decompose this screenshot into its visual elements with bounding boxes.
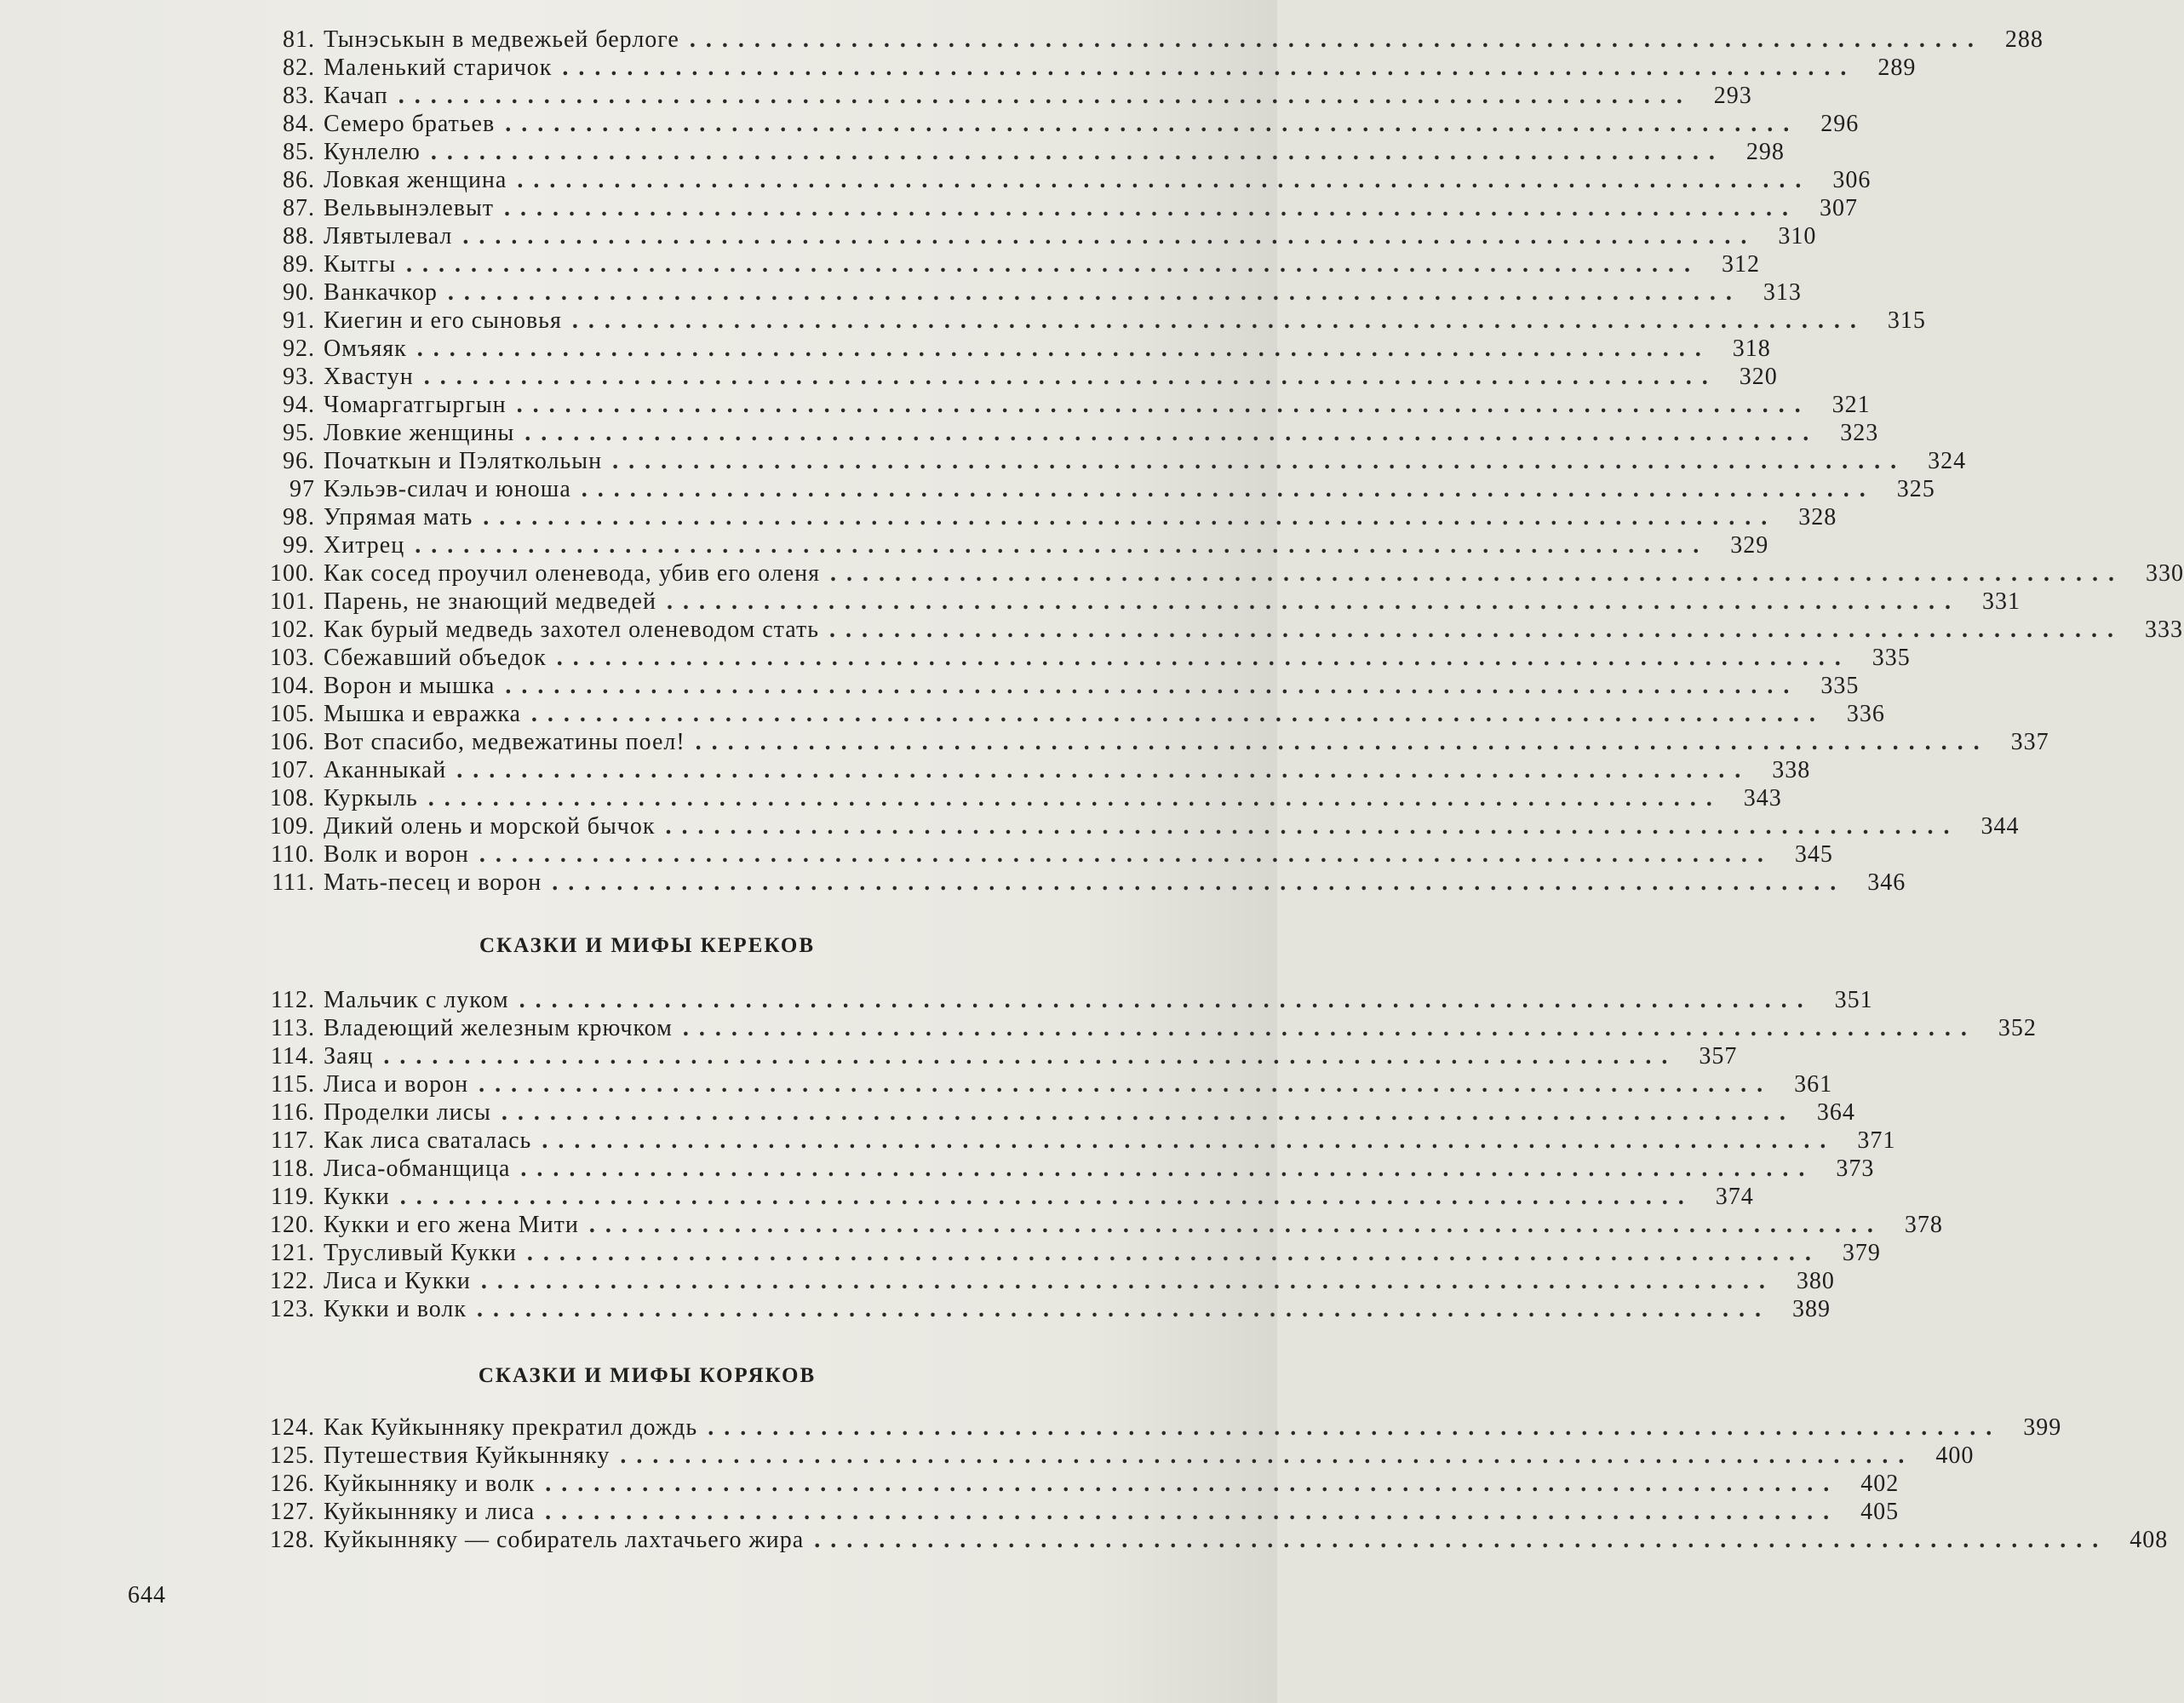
toc-entry xyxy=(238,1267,1835,1295)
dot-leader: ................................................................................ xyxy=(447,279,1742,306)
entry-page-number: 400 xyxy=(1935,1442,1975,1469)
dot-leader: ................................................................................ xyxy=(562,54,1857,81)
entry-page-number: 293 xyxy=(1713,83,1752,109)
entry-number: 91. xyxy=(283,307,315,334)
entry-number: 87. xyxy=(283,195,315,221)
entry-title: Дикий олень и морской бычок xyxy=(324,813,656,840)
toc-entry xyxy=(238,110,1860,138)
entry-page-number: 306 xyxy=(1832,167,1872,193)
toc-entry xyxy=(238,54,1917,82)
dot-leader: ................................................................................ xyxy=(542,1127,1837,1154)
entry-page-number: 380 xyxy=(1796,1268,1835,1294)
entry-number: 123. xyxy=(270,1296,315,1322)
entry-number: 109. xyxy=(270,813,315,840)
entry-page-number: 344 xyxy=(1981,813,2020,840)
entry-title: Семеро братьев xyxy=(324,111,496,137)
dot-leader: ................................................................................ xyxy=(520,1155,1815,1182)
entry-page-number: 361 xyxy=(1794,1071,1833,1098)
entry-page-number: 371 xyxy=(1857,1127,1896,1154)
dot-leader: ................................................................................ xyxy=(581,476,1876,502)
toc-entry xyxy=(238,166,1872,194)
entry-page-number: 374 xyxy=(1715,1184,1754,1210)
toc-entry xyxy=(238,447,1967,475)
toc-entry xyxy=(238,335,1771,363)
dot-leader: ................................................................................ xyxy=(828,616,2124,643)
entry-page-number: 408 xyxy=(2130,1527,2169,1553)
dot-leader: ................................................................................ xyxy=(517,167,1812,193)
toc-entry xyxy=(238,307,1926,335)
entry-number: 113. xyxy=(271,1015,315,1041)
entry-title: Качап xyxy=(324,83,388,109)
entry-page-number: 325 xyxy=(1896,476,1935,502)
entry-title: Упрямая мать xyxy=(324,504,473,530)
entry-page-number: 335 xyxy=(1820,673,1860,699)
toc-entry xyxy=(238,840,1833,869)
entry-page-number: 313 xyxy=(1763,279,1802,306)
entry-page-number: 337 xyxy=(2010,729,2049,755)
dot-leader: ................................................................................ xyxy=(530,701,1826,727)
toc-section-kereki xyxy=(238,986,2037,1323)
entry-title: Кэльэв-силач и юноша xyxy=(324,476,571,502)
entry-title: Хитрец xyxy=(324,532,405,559)
dot-leader: ................................................................................ xyxy=(399,1184,1694,1210)
entry-title: Ловкие женщины xyxy=(324,420,515,446)
entry-title: Початкын и Пэляткольын xyxy=(324,448,603,474)
entry-number: 103. xyxy=(270,645,315,671)
entry-title: Куйкынняку и волк xyxy=(324,1471,536,1497)
entry-title: Лиса и ворон xyxy=(324,1071,469,1098)
dot-leader: ................................................................................ xyxy=(462,223,1757,249)
dot-leader: ................................................................................ xyxy=(519,987,1814,1013)
toc-entry xyxy=(238,1413,2062,1442)
entry-title: Сбежавший объедок xyxy=(324,645,547,671)
section-heading-koryaki: СКАЗКИ И МИФЫ КОРЯКОВ xyxy=(478,1364,817,1387)
entry-number: 99. xyxy=(283,532,315,559)
entry-title: Куйкынняку — собиратель лахтачьего жира xyxy=(324,1527,805,1553)
toc-entry xyxy=(238,784,1782,812)
entry-number: 114. xyxy=(271,1043,315,1069)
entry-number: 104. xyxy=(270,673,315,699)
dot-leader: ................................................................................ xyxy=(695,729,1990,755)
dot-leader: ................................................................................ xyxy=(476,1296,1771,1322)
toc-entry xyxy=(238,672,1860,700)
toc-entry xyxy=(238,1070,1833,1098)
entry-number: 97 xyxy=(289,476,315,502)
toc-entry xyxy=(238,391,1871,419)
entry-page-number: 312 xyxy=(1722,251,1761,278)
toc-entry xyxy=(238,363,1778,391)
section-heading-kereki: СКАЗКИ И МИФЫ КЕРЕКОВ xyxy=(479,934,815,957)
dot-leader: ................................................................................ xyxy=(456,757,1751,783)
entry-page-number: 315 xyxy=(1887,307,1926,334)
entry-page-number: 343 xyxy=(1743,785,1782,811)
toc-entry xyxy=(238,1295,1831,1323)
entry-number: 112. xyxy=(271,987,315,1013)
toc-entry xyxy=(238,194,1859,222)
entry-title: Ворон и мышка xyxy=(324,673,496,699)
entry-page-number: 399 xyxy=(2023,1414,2062,1441)
toc-entry xyxy=(238,1155,1875,1183)
entry-number: 85. xyxy=(283,139,315,165)
toc-entry xyxy=(238,644,1911,672)
entry-title: Мышка и евражка xyxy=(324,701,521,727)
dot-leader: ................................................................................ xyxy=(814,1527,2109,1553)
entry-number: 128. xyxy=(270,1527,315,1553)
entry-number: 108. xyxy=(270,785,315,811)
entry-title: Вельвынэлевыт xyxy=(324,195,495,221)
entry-page-number: 296 xyxy=(1820,111,1860,137)
dot-leader: ................................................................................ xyxy=(526,1240,1821,1266)
toc-entry xyxy=(238,700,1885,728)
entry-number: 102. xyxy=(270,616,315,643)
entry-number: 89. xyxy=(283,251,315,278)
dot-leader: ................................................................................ xyxy=(383,1043,1678,1069)
entry-title: Мальчик с луком xyxy=(324,987,509,1013)
toc-entry xyxy=(238,559,2184,588)
entry-number: 88. xyxy=(283,223,315,249)
entry-page-number: 324 xyxy=(1928,448,1967,474)
entry-title: Владеющий железным крючком xyxy=(324,1015,673,1041)
toc-entry xyxy=(238,1127,1896,1155)
entry-number: 111. xyxy=(272,869,315,896)
toc-entry xyxy=(238,1211,1943,1239)
entry-number: 83. xyxy=(283,83,315,109)
entry-number: 125. xyxy=(270,1442,315,1469)
dot-leader: ................................................................................ xyxy=(682,1015,1977,1041)
entry-number: 126. xyxy=(270,1471,315,1497)
entry-page-number: 330 xyxy=(2146,560,2184,587)
dot-leader: ................................................................................ xyxy=(545,1471,1840,1497)
entry-page-number: 321 xyxy=(1831,392,1871,418)
entry-title: Как бурый медведь захотел оленеводом стать xyxy=(324,616,819,643)
dot-leader: ................................................................................ xyxy=(480,1268,1775,1294)
entry-title: Кунлелю xyxy=(324,139,421,165)
entry-page-number: 345 xyxy=(1794,841,1833,868)
entry-page-number: 288 xyxy=(2004,26,2044,53)
dot-leader: ................................................................................ xyxy=(556,645,1851,671)
entry-title: Кытгы xyxy=(324,251,397,278)
toc-entry xyxy=(238,138,1785,166)
entry-page-number: 328 xyxy=(1798,504,1837,530)
toc-entry xyxy=(238,222,1817,250)
dot-leader: ................................................................................ xyxy=(588,1212,1883,1238)
entry-title: Мать-песец и ворон xyxy=(324,869,542,896)
toc-entry xyxy=(238,475,1935,503)
dot-leader: ................................................................................ xyxy=(423,364,1718,390)
entry-title: Как сосед проучил оленевода, убив его оленя xyxy=(324,560,821,587)
toc-entry xyxy=(238,1498,1900,1526)
toc-entry xyxy=(238,278,1802,307)
entry-number: 122. xyxy=(270,1268,315,1294)
toc-entry xyxy=(238,1014,2037,1042)
dot-leader: ................................................................................ xyxy=(483,504,1778,530)
entry-number: 90. xyxy=(283,279,315,306)
entry-number: 118. xyxy=(271,1155,315,1182)
dot-leader: ................................................................................ xyxy=(504,195,1799,221)
dot-leader: ................................................................................ xyxy=(479,1071,1774,1098)
dot-leader: ................................................................................ xyxy=(406,251,1701,278)
entry-page-number: 307 xyxy=(1820,195,1859,221)
entry-number: 116. xyxy=(271,1099,315,1126)
dot-leader: ................................................................................ xyxy=(666,588,1961,615)
dot-leader: ................................................................................ xyxy=(516,392,1811,418)
entry-page-number: 336 xyxy=(1846,701,1885,727)
toc-entry xyxy=(238,82,1752,110)
entry-title: Вот спасибо, медвежатины поел! xyxy=(324,729,685,755)
entry-page-number: 310 xyxy=(1778,223,1817,249)
entry-title: Как Куйкынняку прекратил дождь xyxy=(324,1414,698,1441)
dot-leader: ................................................................................ xyxy=(415,532,1710,559)
entry-title: Кукки и его жена Мити xyxy=(324,1212,579,1238)
entry-title: Парень, не знающий медведей xyxy=(324,588,656,615)
entry-page-number: 335 xyxy=(1872,645,1911,671)
entry-page-number: 364 xyxy=(1816,1099,1855,1126)
entry-page-number: 329 xyxy=(1730,532,1769,559)
entry-page-number: 298 xyxy=(1745,139,1785,165)
entry-page-number: 402 xyxy=(1860,1471,1900,1497)
entry-title: Аканныкай xyxy=(324,757,447,783)
toc-entry xyxy=(238,1239,1881,1267)
toc-entry xyxy=(238,26,2044,54)
dot-leader: ................................................................................ xyxy=(612,448,1907,474)
entry-number: 84. xyxy=(283,111,315,137)
entry-page-number: 323 xyxy=(1840,420,1879,446)
entry-number: 82. xyxy=(283,54,315,81)
page-number: 644 xyxy=(128,1582,166,1608)
toc-entry xyxy=(238,588,2021,616)
entry-title: Омъяяк xyxy=(324,335,407,362)
entry-number: 119. xyxy=(271,1184,315,1210)
entry-title: Чомаргатгыргын xyxy=(324,392,507,418)
dot-leader: ................................................................................ xyxy=(552,869,1847,896)
entry-number: 98. xyxy=(283,504,315,530)
toc-entry xyxy=(238,1042,1738,1070)
entry-title: Путешествия Куйкынняку xyxy=(324,1442,610,1469)
dot-leader: ................................................................................ xyxy=(416,335,1711,362)
toc-entry xyxy=(238,869,1906,897)
dot-leader: ................................................................................ xyxy=(479,841,1774,868)
entry-page-number: 389 xyxy=(1791,1296,1831,1322)
toc-entry xyxy=(238,756,1811,784)
entry-number: 92. xyxy=(283,335,315,362)
entry-number: 94. xyxy=(283,392,315,418)
entry-page-number: 289 xyxy=(1877,54,1917,81)
toc-entry xyxy=(238,1098,1855,1127)
entry-page-number: 357 xyxy=(1699,1043,1738,1069)
dot-leader: ................................................................................ xyxy=(505,673,1800,699)
toc-entry xyxy=(238,616,2183,644)
dot-leader: ................................................................................ xyxy=(545,1499,1840,1525)
entry-title: Киегин и его сыновья xyxy=(324,307,562,334)
toc-entry xyxy=(238,1442,1975,1470)
entry-title: Лявтылевал xyxy=(324,223,453,249)
dot-leader: ................................................................................ xyxy=(830,560,2125,587)
entry-page-number: 373 xyxy=(1836,1155,1875,1182)
dot-leader: ................................................................................ xyxy=(427,785,1723,811)
toc-entry xyxy=(238,1470,1900,1498)
entry-title: Кукки и волк xyxy=(324,1296,467,1322)
entry-number: 124. xyxy=(270,1414,315,1441)
entry-number: 96. xyxy=(283,448,315,474)
entry-title: Ванкачкор xyxy=(324,279,438,306)
entry-title: Волк и ворон xyxy=(324,841,469,868)
toc-entry xyxy=(238,531,1769,559)
dot-leader: ................................................................................ xyxy=(398,83,1693,109)
dot-leader: ................................................................................ xyxy=(505,111,1800,137)
entry-page-number: 338 xyxy=(1772,757,1811,783)
entry-number: 107. xyxy=(270,757,315,783)
dot-leader: ................................................................................ xyxy=(525,420,1820,446)
entry-number: 93. xyxy=(283,364,315,390)
entry-title: Лиса-обманщица xyxy=(324,1155,511,1182)
entry-number: 81. xyxy=(283,26,315,53)
entry-title: Как лиса сваталась xyxy=(324,1127,532,1154)
entry-title: Кукки xyxy=(324,1184,390,1210)
entry-page-number: 331 xyxy=(1981,588,2021,615)
dot-leader: ................................................................................ xyxy=(689,26,1984,53)
entry-number: 121. xyxy=(270,1240,315,1266)
entry-page-number: 320 xyxy=(1739,364,1778,390)
dot-leader: ................................................................................ xyxy=(708,1414,2003,1441)
entry-page-number: 346 xyxy=(1867,869,1906,896)
toc-entry xyxy=(238,986,1873,1014)
toc-entry xyxy=(238,1526,2169,1554)
entry-page-number: 379 xyxy=(1842,1240,1881,1266)
entry-title: Заяц xyxy=(324,1043,374,1069)
entry-title: Куйкынняку и лиса xyxy=(324,1499,536,1525)
toc-entry xyxy=(238,812,2020,840)
entry-title: Трусливый Кукки xyxy=(324,1240,517,1266)
toc-entry xyxy=(238,503,1837,531)
dot-leader: ................................................................................ xyxy=(571,307,1866,334)
entry-title: Тынэськын в медвежьей берлоге xyxy=(324,26,679,53)
entry-number: 106. xyxy=(270,729,315,755)
dot-leader: ................................................................................ xyxy=(620,1442,1915,1469)
entry-page-number: 405 xyxy=(1860,1499,1900,1525)
dot-leader: ................................................................................ xyxy=(430,139,1725,165)
toc-entry xyxy=(238,250,1761,278)
entry-number: 120. xyxy=(270,1212,315,1238)
entry-title: Проделки лисы xyxy=(324,1099,491,1126)
entry-number: 101. xyxy=(270,588,315,615)
dot-leader: ................................................................................ xyxy=(501,1099,1796,1126)
entry-title: Хвастун xyxy=(324,364,414,390)
toc-entry xyxy=(238,728,2049,756)
toc-entry xyxy=(238,419,1879,447)
entry-title: Куркыль xyxy=(324,785,418,811)
entry-page-number: 351 xyxy=(1834,987,1873,1013)
entry-title: Ловкая женщина xyxy=(324,167,507,193)
entry-number: 86. xyxy=(283,167,315,193)
entry-number: 100. xyxy=(270,560,315,587)
entry-page-number: 318 xyxy=(1732,335,1771,362)
toc-section-koryaki xyxy=(238,1413,2169,1554)
entry-number: 105. xyxy=(270,701,315,727)
toc-section-chukchi xyxy=(238,26,2184,897)
dot-leader: ................................................................................ xyxy=(665,813,1960,840)
entry-number: 95. xyxy=(283,420,315,446)
entry-number: 115. xyxy=(271,1071,315,1098)
entry-page-number: 333 xyxy=(2144,616,2183,643)
entry-page-number: 352 xyxy=(1998,1015,2037,1041)
entry-page-number: 378 xyxy=(1904,1212,1943,1238)
entry-title: Маленький старичок xyxy=(324,54,553,81)
entry-number: 117. xyxy=(271,1127,315,1154)
toc-entry xyxy=(238,1183,1754,1211)
entry-number: 110. xyxy=(271,841,315,868)
entry-number: 127. xyxy=(270,1499,315,1525)
entry-title: Лиса и Кукки xyxy=(324,1268,471,1294)
